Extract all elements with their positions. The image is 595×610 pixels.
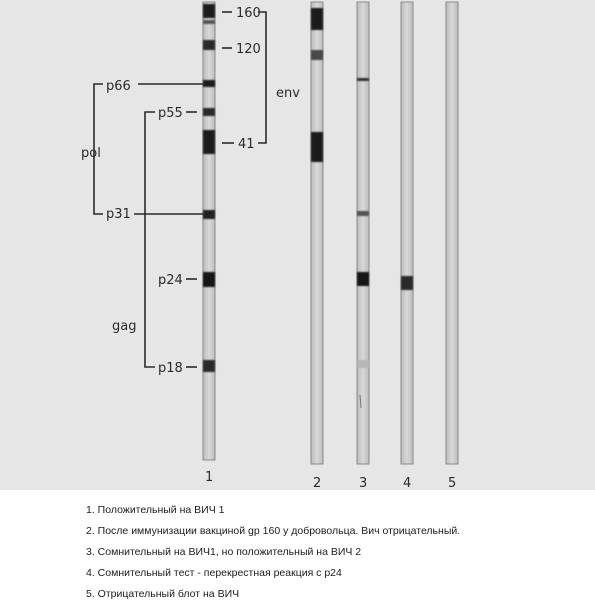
band-p55 bbox=[203, 108, 215, 116]
strip-3 bbox=[357, 2, 369, 464]
lane-number-1: 1 bbox=[205, 470, 214, 485]
band-faint bbox=[357, 360, 369, 368]
band-p24 bbox=[357, 272, 369, 286]
legend-item-4: 4. Сомнительный тест - перекрестная реакция с р24 bbox=[86, 567, 342, 579]
band-p24 bbox=[401, 276, 413, 290]
group-label-gag: gag bbox=[112, 319, 137, 334]
lane-number-5: 5 bbox=[448, 476, 457, 491]
mw-label-120: 120 bbox=[236, 42, 261, 57]
band-41 bbox=[311, 132, 323, 162]
band-p24 bbox=[203, 272, 215, 287]
protein-label-p24: p24 bbox=[158, 273, 183, 288]
band-p66 bbox=[357, 78, 369, 81]
legend-item-1: 1. Положительный на ВИЧ 1 bbox=[86, 504, 225, 516]
band-160 bbox=[203, 4, 215, 18]
band-120 bbox=[311, 50, 323, 60]
band-120 bbox=[203, 40, 215, 50]
lane-number-3: 3 bbox=[359, 476, 368, 491]
band-p18 bbox=[203, 360, 215, 372]
legend-item-5: 5. Отрицательный блот на ВИЧ bbox=[86, 588, 240, 600]
strip-2 bbox=[311, 2, 323, 464]
band-p31 bbox=[357, 211, 369, 216]
mw-label-41: 41 bbox=[238, 137, 255, 152]
mw-label-160: 160 bbox=[236, 6, 261, 21]
protein-label-p31: p31 bbox=[106, 207, 131, 222]
legend bbox=[86, 500, 566, 605]
strip-4 bbox=[401, 2, 413, 464]
group-label-pol: pol bbox=[81, 146, 101, 161]
band-160 bbox=[311, 8, 323, 30]
protein-label-p55: p55 bbox=[158, 106, 183, 121]
protein-label-p18: p18 bbox=[158, 361, 183, 376]
legend-item-3: 3. Сомнительный на ВИЧ1, но положительный на ВИЧ 2 bbox=[86, 546, 362, 558]
protein-label-p66: p66 bbox=[106, 79, 131, 94]
band-160-b bbox=[203, 20, 215, 24]
lane-number-2: 2 bbox=[313, 476, 322, 491]
strip-5 bbox=[446, 2, 458, 464]
strip-1 bbox=[203, 2, 215, 460]
lane-number-4: 4 bbox=[403, 476, 412, 491]
band-41 bbox=[203, 130, 215, 154]
legend-item-2: 2. После иммунизации вакциной gp 160 у добровольца. Вич отрицательный. bbox=[86, 525, 461, 537]
env-label: env bbox=[276, 86, 300, 101]
